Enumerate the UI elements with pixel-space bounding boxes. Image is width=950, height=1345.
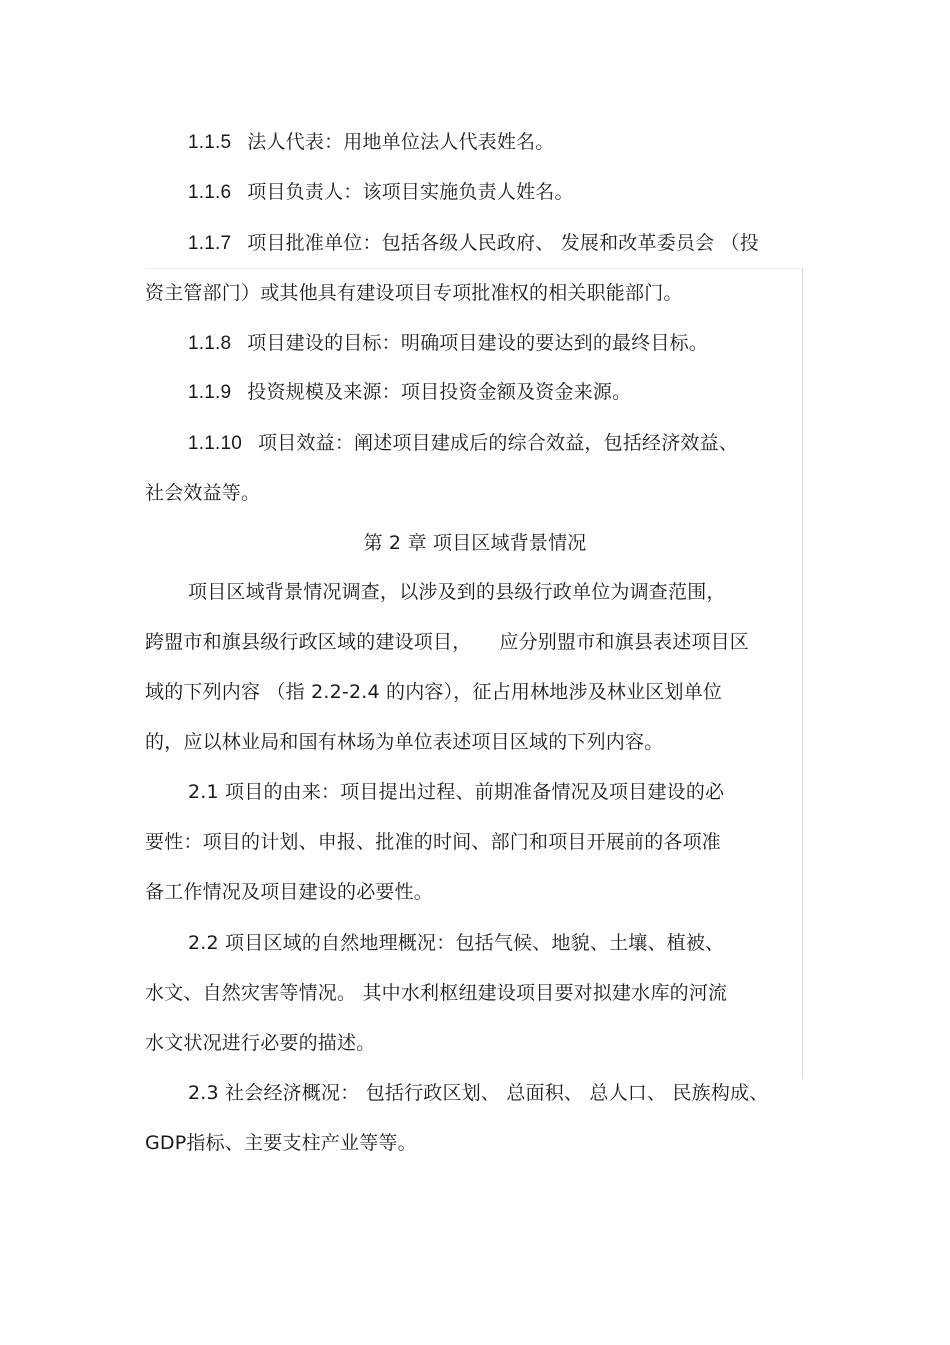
item-text: 项目效益：阐述项目建成后的综合效益，包括经济效益、 bbox=[258, 432, 739, 454]
item-text: 项目建设的目标：明确项目建设的要达到的最终目标。 bbox=[247, 332, 709, 354]
section-2-1-line-3: 备工作情况及项目建设的必要性。 bbox=[145, 881, 434, 903]
item-1-1-10 bbox=[188, 431, 738, 456]
item-text: 法人代表：用地单位法人代表姓名。 bbox=[247, 131, 555, 153]
item-text: 社会效益等。 bbox=[145, 482, 261, 504]
section-2-3-line-2: GDP指标、主要支柱产业等等。 bbox=[145, 1132, 417, 1154]
item-text: 项目负责人：该项目实施负责人姓名。 bbox=[247, 181, 574, 203]
item-1-1-9 bbox=[188, 380, 631, 405]
item-1-1-5 bbox=[188, 130, 554, 155]
section-2-3-line-1: 2.3 社会经济概况： 包括行政区划、 总面积、 总人口、 民族构成、 bbox=[188, 1082, 769, 1104]
frame-border-top bbox=[145, 268, 803, 269]
item-1-1-10-continuation bbox=[145, 481, 260, 505]
item-1-1-6 bbox=[188, 180, 574, 205]
background-line-2b: 应分别盟市和旗县表述项目区 bbox=[499, 631, 750, 653]
background-line-3: 域的下列内容 （指 2.2-2.4 的内容），征占用林地涉及林业区划单位 bbox=[145, 681, 723, 703]
item-text: 投资规模及来源：项目投资金额及资金来源。 bbox=[247, 381, 632, 403]
section-2-1-line-1: 2.1 项目的由来：项目提出过程、前期准备情况及项目建设的必 bbox=[188, 781, 725, 803]
item-text: 项目批准单位：包括各级人民政府、 发展和改革委员会 （投 bbox=[247, 232, 759, 254]
section-2-2-line-3: 水文状况进行必要的描述。 bbox=[145, 1032, 376, 1054]
chapter-title: 第 2 章 项目区域背景情况 bbox=[363, 532, 587, 554]
item-number: 1.1.7 bbox=[188, 233, 232, 254]
item-number: 1.1.5 bbox=[188, 132, 232, 153]
item-1-1-8 bbox=[188, 331, 708, 356]
item-number: 1.1.6 bbox=[188, 182, 232, 203]
item-number: 1.1.10 bbox=[188, 433, 243, 454]
section-2-1-line-2: 要性：项目的计划、申报、批准的时间、部门和项目开展前的各项准 bbox=[145, 831, 722, 853]
item-number: 1.1.9 bbox=[188, 382, 232, 403]
item-text: 资主管部门）或其他具有建设项目专项批准权的相关职能部门。 bbox=[145, 282, 683, 304]
section-2-2-line-1: 2.2 项目区域的自然地理概况：包括气候、地貌、土壤、植被、 bbox=[188, 932, 725, 954]
item-number: 1.1.8 bbox=[188, 333, 232, 354]
section-2-2-line-2: 水文、自然灾害等情况。 其中水利枢纽建设项目要对拟建水库的河流 bbox=[145, 982, 728, 1004]
frame-border-right bbox=[802, 268, 803, 1078]
background-line-2 bbox=[145, 630, 749, 654]
item-1-1-7-continuation bbox=[145, 281, 683, 305]
background-line-1: 项目区域背景情况调查，以涉及到的县级行政单位为调查范围， bbox=[188, 581, 726, 603]
background-line-2a: 跨盟市和旗县级行政区域的建设项目， bbox=[145, 631, 472, 653]
item-1-1-7 bbox=[188, 231, 759, 256]
background-line-4: 的，应以林业局和国有林场为单位表述项目区域的下列内容。 bbox=[145, 731, 664, 753]
